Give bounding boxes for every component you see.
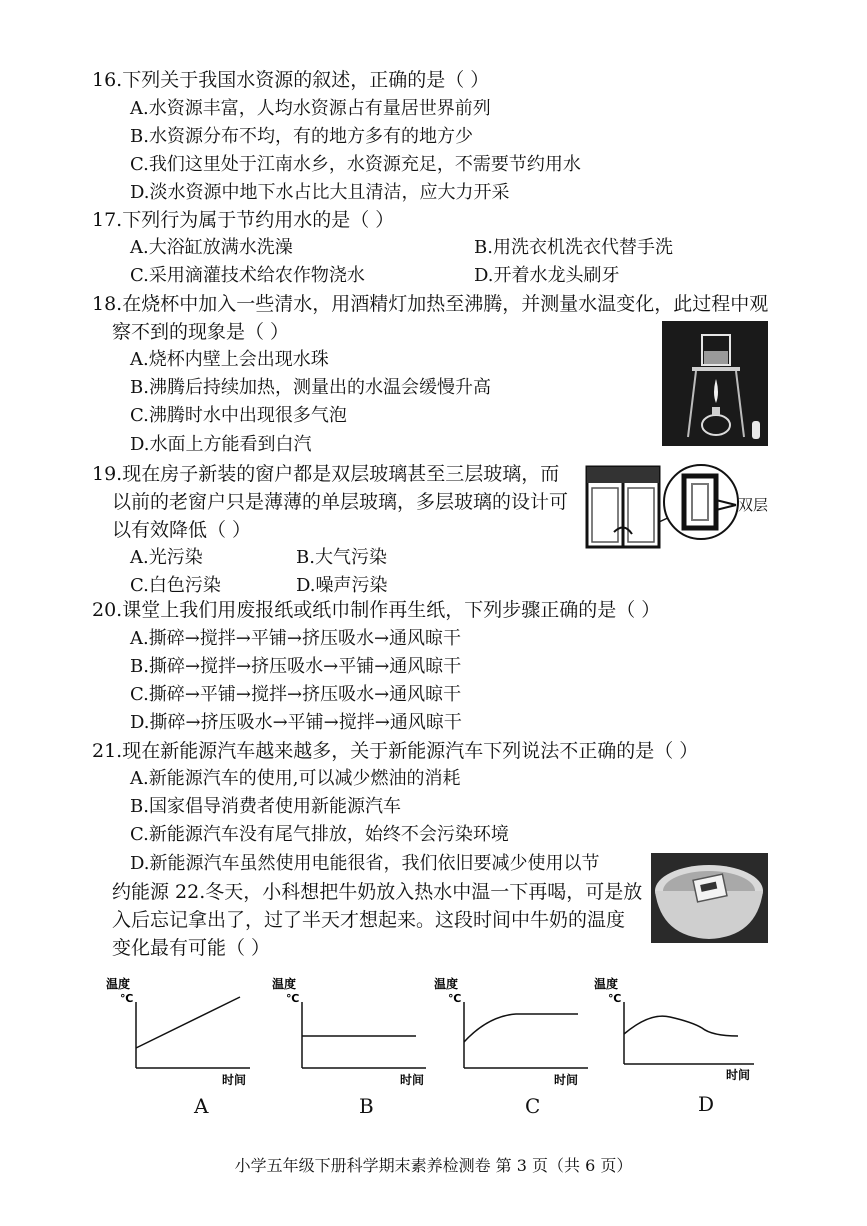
graph-d-curve — [624, 1016, 738, 1036]
graph-a-ylabel: 温度 — [106, 977, 131, 991]
question-19-stem-line2: 以前的老窗户只是薄薄的单层玻璃，多层玻璃的设计可 — [112, 491, 569, 513]
graph-b-ylabel: 温度 — [272, 977, 297, 991]
q21-option-a: A.新能源汽车的使用,可以减少燃油的消耗 — [130, 768, 461, 789]
question-19-stem-line3: 以有效降低（ ） — [112, 519, 252, 541]
q17-option-a: A.大浴缸放满水洗澡 — [130, 237, 293, 258]
graph-a-yunit: ℃ — [120, 992, 134, 1005]
question-21-stem: 21.现在新能源汽车越来越多，关于新能源汽车下列说法不正确的是（ ） — [92, 740, 699, 762]
beaker-heating-photo — [662, 321, 768, 446]
graph-c — [428, 972, 590, 1087]
q16-option-b: B.水资源分布不均，有的地方多有的地方少 — [130, 126, 473, 147]
graph-d-choice: D — [698, 1092, 715, 1116]
q19-option-b: B.大气污染 — [296, 547, 387, 568]
milk-in-hot-water-photo — [651, 853, 768, 943]
q17-option-b: B.用洗衣机洗衣代替手洗 — [474, 237, 673, 258]
q17-option-c: C.采用滴灌技术给农作物浇水 — [130, 265, 365, 286]
q20-option-b: B.撕碎→搅拌→挤压吸水→平铺→通风晾干 — [130, 656, 462, 677]
q21-option-d: D.新能源汽车虽然使用电能很省，我们依旧要减少使用以节 — [130, 853, 600, 874]
graph-a — [100, 972, 252, 1087]
q20-option-d: D.撕碎→挤压吸水→平铺→搅拌→通风晾干 — [130, 712, 462, 733]
question-18-stem: 18.在烧杯中加入一些清水，用酒精灯加热至沸腾，并测量水温变化，此过程中观 — [92, 293, 769, 315]
q19-option-c: C.白色污染 — [130, 575, 221, 596]
graph-c-curve — [464, 1014, 578, 1042]
graph-d-xlabel: 时间 — [726, 1068, 751, 1082]
q18-option-b: B.沸腾后持续加热，测量出的水温会缓慢升高 — [130, 377, 491, 398]
question-18-stem-line2: 察不到的现象是（ ） — [112, 321, 290, 343]
question-19-stem: 19.现在房子新装的窗户都是双层玻璃甚至三层玻璃，而 — [92, 463, 560, 485]
q18-option-d: D.水面上方能看到白汽 — [130, 434, 312, 455]
q17-option-d: D.开着水龙头刷牙 — [474, 265, 620, 286]
graph-c-yunit: ℃ — [448, 992, 462, 1005]
q21-option-c: C.新能源汽车没有尾气排放，始终不会污染环境 — [130, 824, 509, 845]
question-16-stem: 16.下列关于我国水资源的叙述，正确的是（ ） — [92, 69, 490, 91]
q16-option-d: D.淡水资源中地下水占比大且清洁，应大力开采 — [130, 182, 510, 203]
page-footer: 小学五年级下册科学期末素养检测卷 第 3 页（共 6 页） — [234, 1156, 633, 1175]
graph-a-curve — [136, 997, 240, 1048]
q21-option-b: B.国家倡导消费者使用新能源汽车 — [130, 796, 401, 817]
q18-option-a: A.烧杯内壁上会出现水珠 — [130, 349, 329, 370]
q19-option-d: D.噪声污染 — [296, 575, 388, 596]
graph-a-choice: A — [194, 1094, 209, 1118]
question-22-stem: 约能源 22.冬天，小科想把牛奶放入热水中温一下再喝，可是放 — [112, 881, 643, 903]
q18-option-c: C.沸腾时水中出现很多气泡 — [130, 405, 347, 426]
graph-b — [266, 972, 428, 1087]
q19-option-a: A.光污染 — [130, 547, 203, 568]
graph-d-yunit: ℃ — [608, 992, 622, 1005]
graph-c-ylabel: 温度 — [434, 977, 459, 991]
graph-c-xlabel: 时间 — [554, 1073, 579, 1087]
question-22-stem-line2: 入后忘记拿出了，过了半天才想起来。这段时间中牛奶的温度 — [112, 909, 626, 931]
q16-option-c: C.我们这里处于江南水乡，水资源充足，不需要节约用水 — [130, 154, 581, 175]
q20-option-c: C.撕碎→平铺→搅拌→挤压吸水→通风晾干 — [130, 684, 462, 705]
graph-b-choice: B — [359, 1094, 374, 1118]
q20-option-a: A.撕碎→搅拌→平铺→挤压吸水→通风晾干 — [130, 628, 462, 649]
double-layer-label: 双层 — [738, 496, 769, 514]
question-17-stem: 17.下列行为属于节约用水的是（ ） — [92, 209, 395, 231]
graph-d-ylabel: 温度 — [594, 977, 619, 991]
graph-a-xlabel: 时间 — [222, 1073, 247, 1087]
question-22-stem-line3: 变化最有可能（ ） — [112, 937, 271, 959]
graph-c-choice: C — [525, 1094, 541, 1118]
q16-option-a: A.水资源丰富，人均水资源占有量居世界前列 — [130, 98, 491, 119]
graph-b-xlabel: 时间 — [400, 1073, 425, 1087]
graph-d — [588, 972, 756, 1087]
question-20-stem: 20.课堂上我们用废报纸或纸巾制作再生纸，下列步骤正确的是（ ） — [92, 599, 661, 621]
graph-b-yunit: ℃ — [286, 992, 300, 1005]
